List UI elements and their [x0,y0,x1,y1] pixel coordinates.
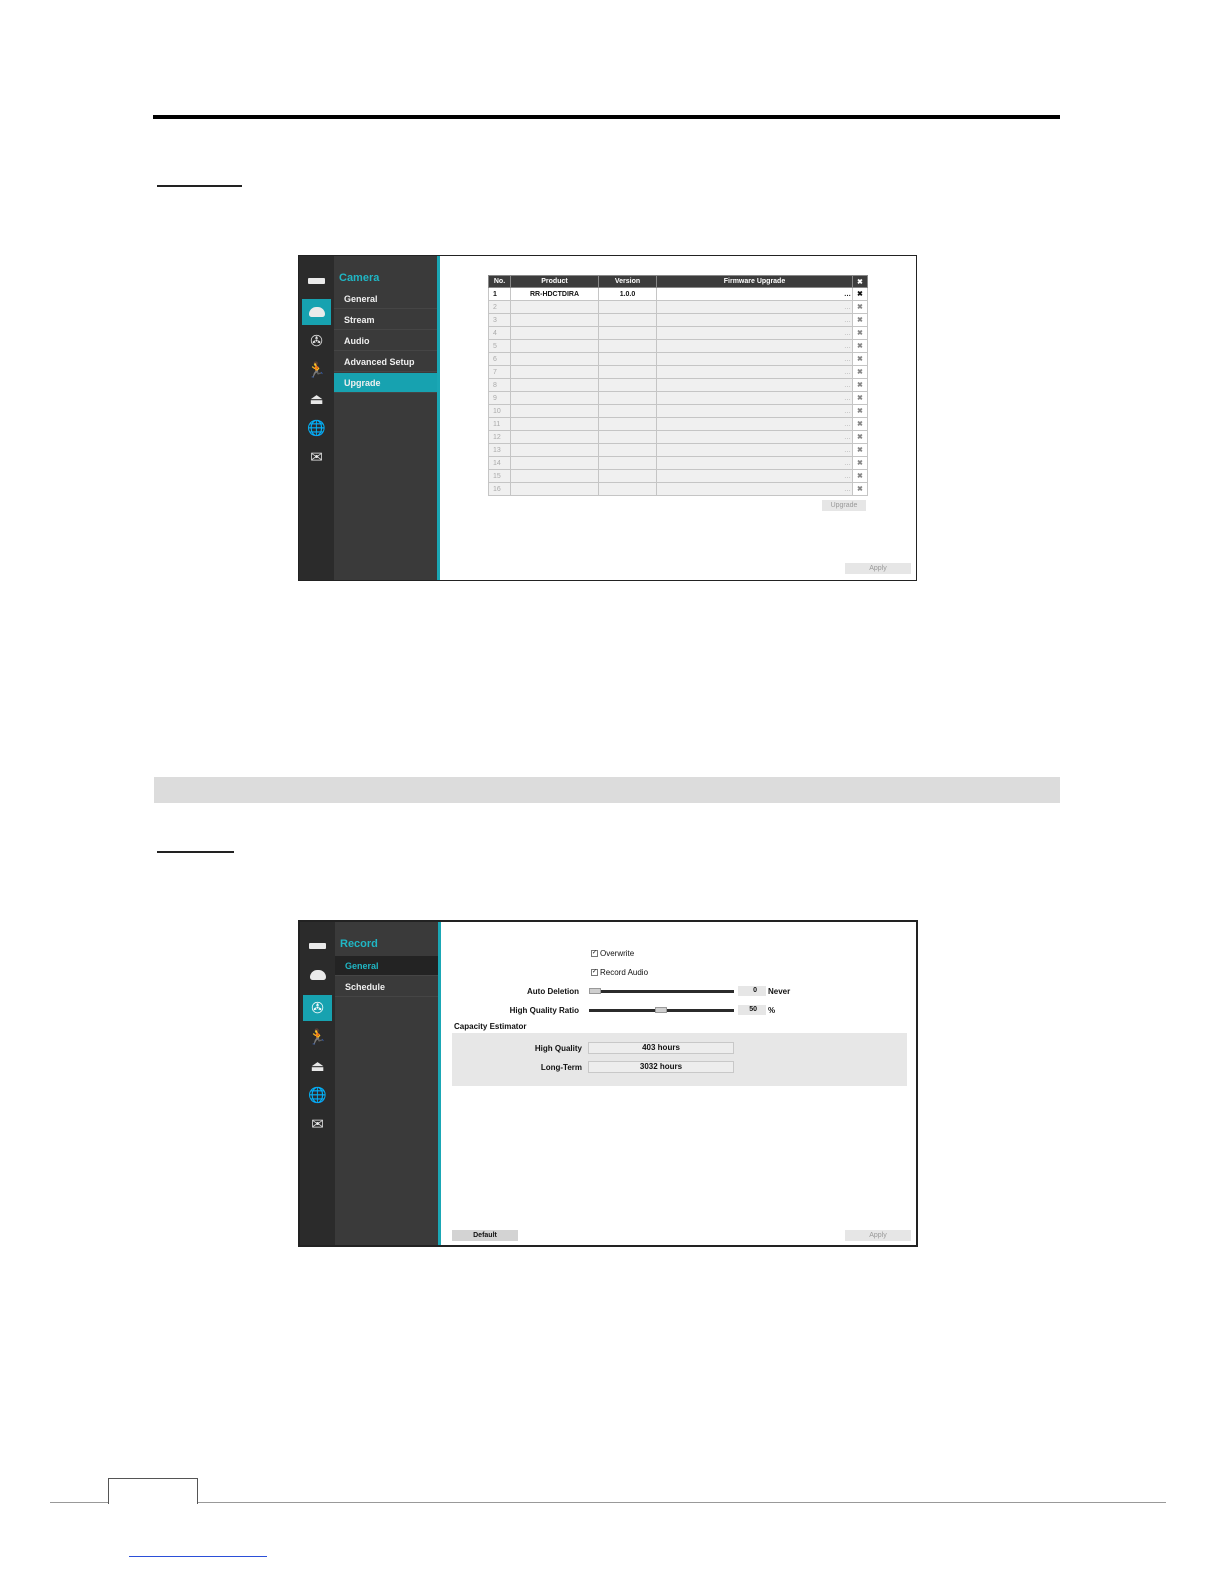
auto-deletion-spinner[interactable]: 0 [738,986,766,996]
row-number: 16 [489,483,511,496]
header-rule [153,115,1060,119]
remove-icon[interactable]: ✖ [853,353,868,366]
remove-icon[interactable]: ✖ [853,418,868,431]
product-cell [511,483,599,496]
row-number: 14 [489,457,511,470]
version-cell [599,353,657,366]
footer-link-underline [129,1556,267,1557]
notification-icon[interactable]: ✉ [311,1115,324,1133]
firmware-cell[interactable]: … [657,301,853,314]
capacity-estimator-panel [452,1033,907,1086]
firmware-cell[interactable]: … [657,457,853,470]
product-cell [511,340,599,353]
record-content [441,922,916,1245]
firmware-cell[interactable]: … [657,288,853,301]
network-icon[interactable]: 🌐 [308,1086,327,1104]
version-cell [599,379,657,392]
auto-deletion-unit: Never [768,987,791,996]
system-icon[interactable] [302,268,331,294]
row-number: 4 [489,327,511,340]
record-audio-checkbox[interactable] [591,968,648,977]
hq-ratio-spinner[interactable]: 50 [738,1005,766,1015]
product-cell [511,392,599,405]
table-row[interactable] [489,392,868,405]
product-cell: RR-HDCTDIRA [511,288,599,301]
version-cell: 1.0.0 [599,288,657,301]
long-term-value: 3032 hours [588,1061,734,1073]
apply-button[interactable]: Apply [845,563,911,574]
table-row[interactable] [489,444,868,457]
overwrite-label: Overwrite [600,949,635,958]
menu-item-advanced-setup[interactable]: Advanced Setup [334,352,437,372]
table-row[interactable] [489,353,868,366]
product-cell [511,314,599,327]
version-cell [599,392,657,405]
firmware-cell[interactable]: … [657,327,853,340]
table-row[interactable] [489,470,868,483]
product-cell [511,457,599,470]
remove-icon[interactable]: ✖ [853,392,868,405]
product-cell [511,405,599,418]
capacity-estimator-title: Capacity Estimator [454,1022,527,1031]
high-quality-label: High Quality [534,1044,582,1053]
product-cell [511,301,599,314]
hq-ratio-slider[interactable] [589,1009,734,1012]
remove-icon[interactable]: ✖ [853,405,868,418]
firmware-cell[interactable]: … [657,379,853,392]
footer-rule [50,1502,1166,1503]
version-cell [599,483,657,496]
menu-title: Record [340,938,378,950]
table-row[interactable] [489,405,868,418]
page-number-tab [108,1478,198,1504]
row-number: 8 [489,379,511,392]
menu-item-upgrade[interactable]: Upgrade [334,373,437,393]
hq-ratio-unit: % [768,1006,776,1015]
record-audio-label: Record Audio [600,968,649,977]
product-cell [511,327,599,340]
record-icon[interactable]: ✇ [310,332,323,350]
product-cell [511,418,599,431]
alarm-icon[interactable]: ⏏ [310,1057,325,1075]
clear-all-icon[interactable]: ✖ [853,276,868,288]
menu-item-general[interactable]: General [335,956,438,976]
upgrade-content [440,256,916,580]
firmware-cell[interactable]: … [657,392,853,405]
table-row[interactable] [489,314,868,327]
remove-icon[interactable]: ✖ [853,288,868,301]
row-number: 7 [489,366,511,379]
default-button[interactable]: Default [452,1230,518,1241]
section-heading-underline [157,185,242,187]
camera-icon[interactable] [303,962,332,988]
event-icon[interactable]: 🏃 [308,1028,327,1046]
remove-icon[interactable]: ✖ [853,314,868,327]
system-icon[interactable] [303,933,332,959]
table-row[interactable] [489,340,868,353]
hq-ratio-label: High Quality Ratio [509,1006,579,1015]
version-cell [599,405,657,418]
column-header-product: Product [511,276,599,288]
remove-icon[interactable]: ✖ [853,483,868,496]
remove-icon[interactable]: ✖ [853,379,868,392]
table-row[interactable] [489,327,868,340]
version-cell [599,366,657,379]
table-row[interactable] [489,483,868,496]
long-term-label: Long-Term [540,1063,582,1072]
menu-item-general[interactable]: General [334,289,437,309]
table-row[interactable] [489,457,868,470]
table-row[interactable] [489,288,868,301]
version-cell [599,444,657,457]
row-number: 10 [489,405,511,418]
firmware-cell[interactable]: … [657,353,853,366]
firmware-cell[interactable]: … [657,340,853,353]
firmware-cell[interactable]: … [657,431,853,444]
product-cell [511,470,599,483]
apply-button[interactable]: Apply [845,1230,911,1241]
remove-icon[interactable]: ✖ [853,366,868,379]
remove-icon[interactable]: ✖ [853,431,868,444]
firmware-cell[interactable]: … [657,444,853,457]
firmware-table [488,275,868,496]
remove-icon[interactable]: ✖ [853,340,868,353]
firmware-cell[interactable]: … [657,418,853,431]
row-number: 11 [489,418,511,431]
alarm-icon[interactable]: ⏏ [309,390,324,408]
slider-knob[interactable] [655,1007,667,1013]
firmware-cell[interactable]: … [657,483,853,496]
remove-icon[interactable]: ✖ [853,457,868,470]
column-header-firmware-upgrade: Firmware Upgrade [657,276,853,288]
table-row[interactable] [489,418,868,431]
firmware-cell[interactable]: … [657,366,853,379]
remove-icon[interactable]: ✖ [853,327,868,340]
table-row[interactable] [489,379,868,392]
remove-icon[interactable]: ✖ [853,301,868,314]
section-heading-underline [157,851,234,853]
table-row[interactable] [489,366,868,379]
row-number: 5 [489,340,511,353]
overwrite-checkbox[interactable] [591,949,634,958]
row-number: 13 [489,444,511,457]
version-cell [599,431,657,444]
remove-icon[interactable]: ✖ [853,444,868,457]
remove-icon[interactable]: ✖ [853,470,868,483]
row-number: 2 [489,301,511,314]
version-cell [599,327,657,340]
table-row[interactable] [489,431,868,444]
menu-item-audio[interactable]: Audio [334,331,437,351]
firmware-cell[interactable]: … [657,405,853,418]
upgrade-button[interactable]: Upgrade [822,500,866,511]
event-icon[interactable]: 🏃 [307,361,326,379]
auto-deletion-slider[interactable] [589,990,734,993]
version-cell [599,418,657,431]
menu-item-stream[interactable]: Stream [334,310,437,330]
product-cell [511,379,599,392]
record-icon[interactable]: ✇ [303,995,332,1021]
version-cell [599,457,657,470]
row-number: 15 [489,470,511,483]
row-number: 6 [489,353,511,366]
camera-upgrade-dialog [298,255,917,581]
row-number: 1 [489,288,511,301]
record-general-dialog [298,920,918,1247]
version-cell [599,301,657,314]
menu-title: Camera [339,272,380,284]
camera-icon[interactable] [302,299,331,325]
high-quality-value: 403 hours [588,1042,734,1054]
firmware-cell[interactable]: … [657,470,853,483]
row-number: 9 [489,392,511,405]
icon-sidebar [300,922,335,1245]
row-number: 12 [489,431,511,444]
product-cell [511,431,599,444]
firmware-cell[interactable]: … [657,314,853,327]
menu-item-schedule[interactable]: Schedule [335,977,438,997]
version-cell [599,340,657,353]
column-header-version: Version [599,276,657,288]
row-number: 3 [489,314,511,327]
network-icon[interactable]: 🌐 [307,419,326,437]
column-header-no: No. [489,276,511,288]
auto-deletion-label: Auto Deletion [527,987,579,996]
checkbox-checked-icon: ✓ [592,969,598,975]
product-cell [511,444,599,457]
version-cell [599,470,657,483]
camera-menu [334,256,437,580]
icon-sidebar [299,256,334,580]
product-cell [511,353,599,366]
table-row[interactable] [489,301,868,314]
section-band [154,777,1060,803]
notification-icon[interactable]: ✉ [310,448,323,466]
product-cell [511,366,599,379]
slider-knob[interactable] [589,988,601,994]
checkbox-checked-icon: ✓ [592,950,598,956]
version-cell [599,314,657,327]
record-menu [335,922,438,1245]
